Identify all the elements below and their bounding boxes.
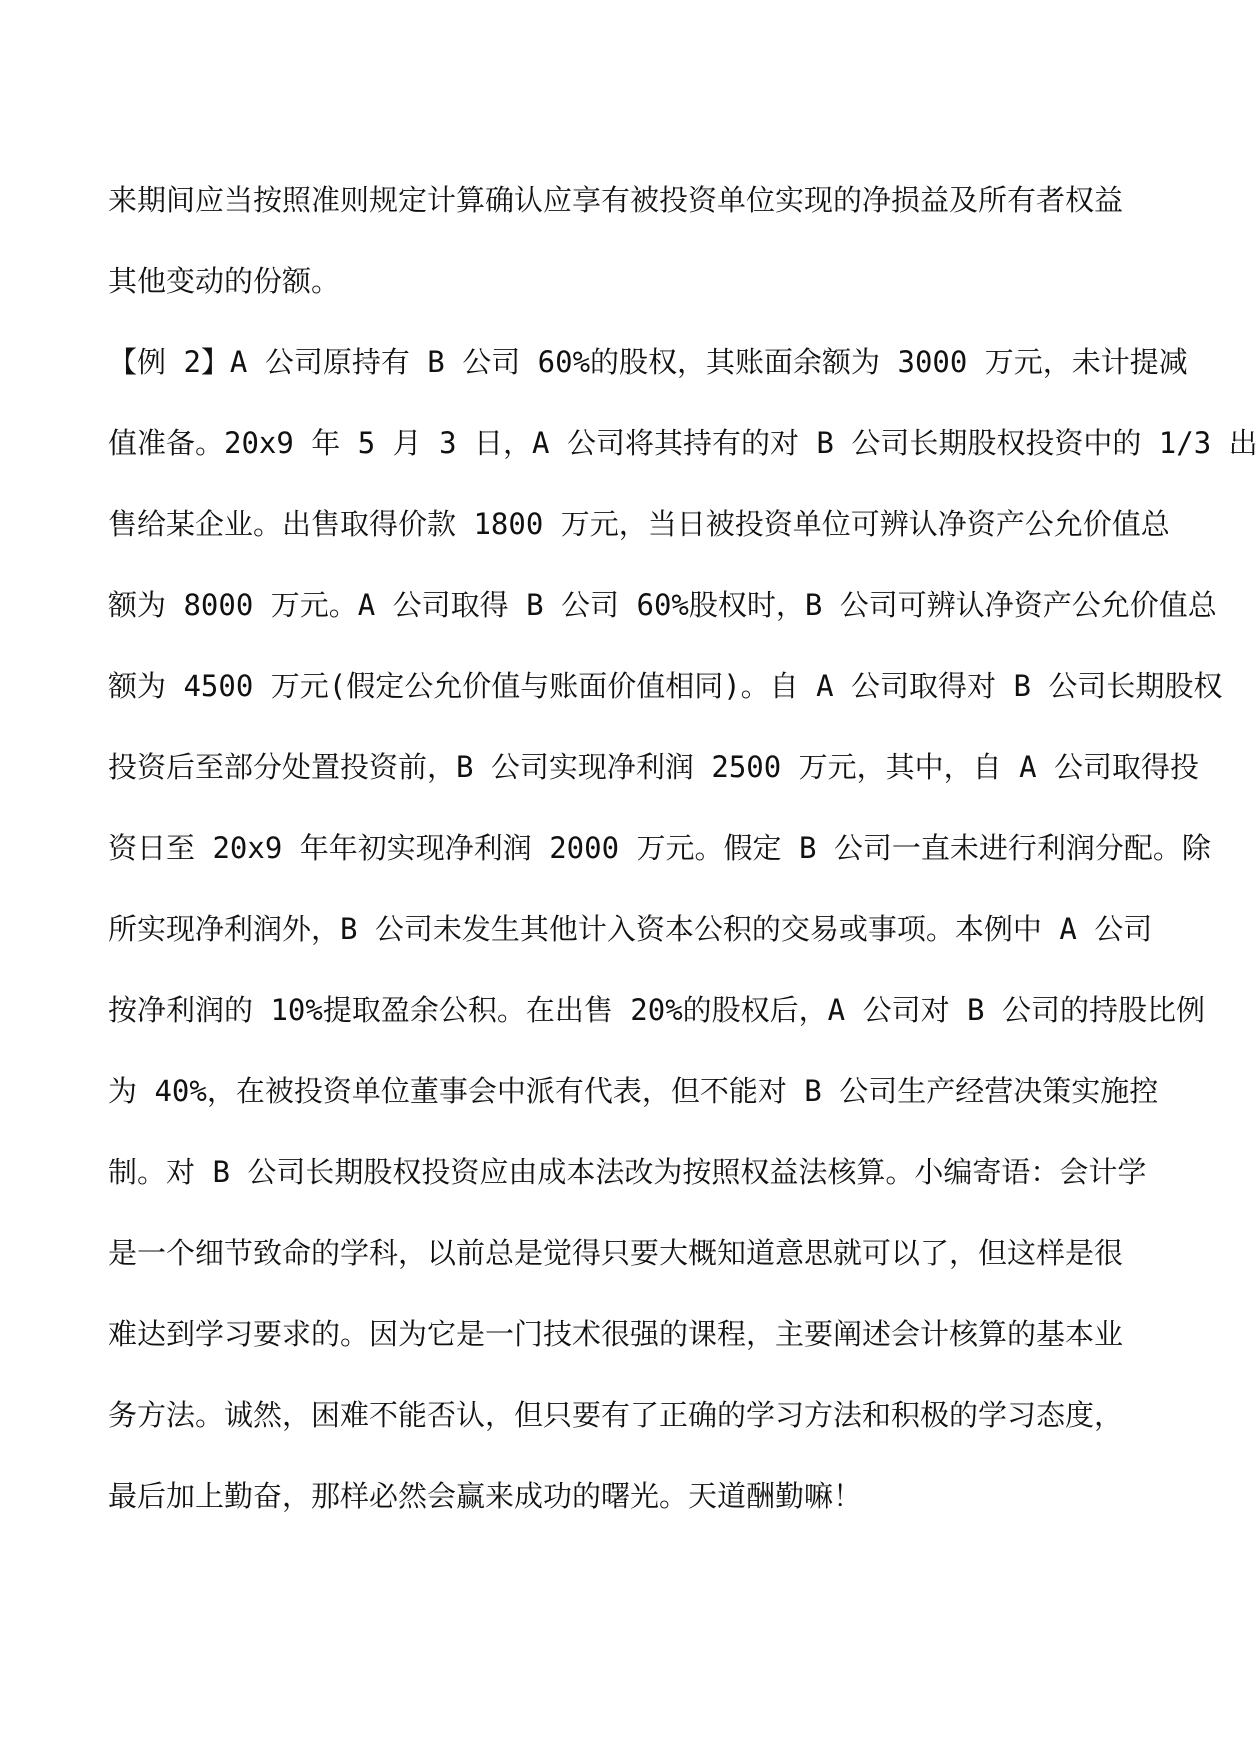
text-line: 其他变动的份额。	[108, 264, 341, 298]
text-line: 额为 8000 万元。A 公司取得 B 公司 60%股权时，B 公司可辨认净资产公允价值总	[108, 588, 1217, 622]
text-line: 值准备。20x9 年 5 月 3 日，A 公司将其持有的对 B 公司长期股权投资中的 1/3 出	[108, 426, 1258, 460]
text-line: 为 40%，在被投资单位董事会中派有代表，但不能对 B 公司生产经营决策实施控	[108, 1074, 1159, 1108]
text-line: 【例 2】A 公司原持有 B 公司 60%的股权，其账面余额为 3000 万元，未计提减	[108, 345, 1188, 379]
document-body	[108, 160, 1258, 1537]
text-line: 最后加上勤奋，那样必然会赢来成功的曙光。天道酬勤嘛！	[108, 1479, 863, 1513]
text-line: 制。对 B 公司长期股权投资应由成本法改为按照权益法核算。小编寄语：会计学	[108, 1155, 1147, 1189]
paragraph-2	[108, 322, 1258, 1537]
paragraph-1	[108, 160, 1133, 322]
text-line: 额为 4500 万元(假定公允价值与账面价值相同)。自 A 公司取得对 B 公司长期股权	[108, 669, 1223, 703]
text-line: 难达到学习要求的。因为它是一门技术很强的课程，主要阐述会计核算的基本业	[108, 1317, 1124, 1351]
text-line: 按净利润的 10%提取盈余公积。在出售 20%的股权后，A 公司对 B 公司的持股比例	[108, 993, 1205, 1027]
text-line: 所实现净利润外，B 公司未发生其他计入资本公积的交易或事项。本例中 A 公司	[108, 912, 1153, 946]
text-line: 是一个细节致命的学科，以前总是觉得只要大概知道意思就可以了，但这样是很	[108, 1236, 1124, 1270]
text-line: 售给某企业。出售取得价款 1800 万元，当日被投资单位可辨认净资产公允价值总	[108, 507, 1170, 541]
text-line: 资日至 20x9 年年初实现净利润 2000 万元。假定 B 公司一直未进行利润分配。除	[108, 831, 1211, 865]
text-line: 来期间应当按照准则规定计算确认应享有被投资单位实现的净损益及所有者权益	[108, 183, 1124, 217]
text-line: 务方法。诚然，困难不能否认，但只要有了正确的学习方法和积极的学习态度，	[108, 1398, 1124, 1432]
text-line: 投资后至部分处置投资前，B 公司实现净利润 2500 万元，其中，自 A 公司取得投	[108, 750, 1200, 784]
